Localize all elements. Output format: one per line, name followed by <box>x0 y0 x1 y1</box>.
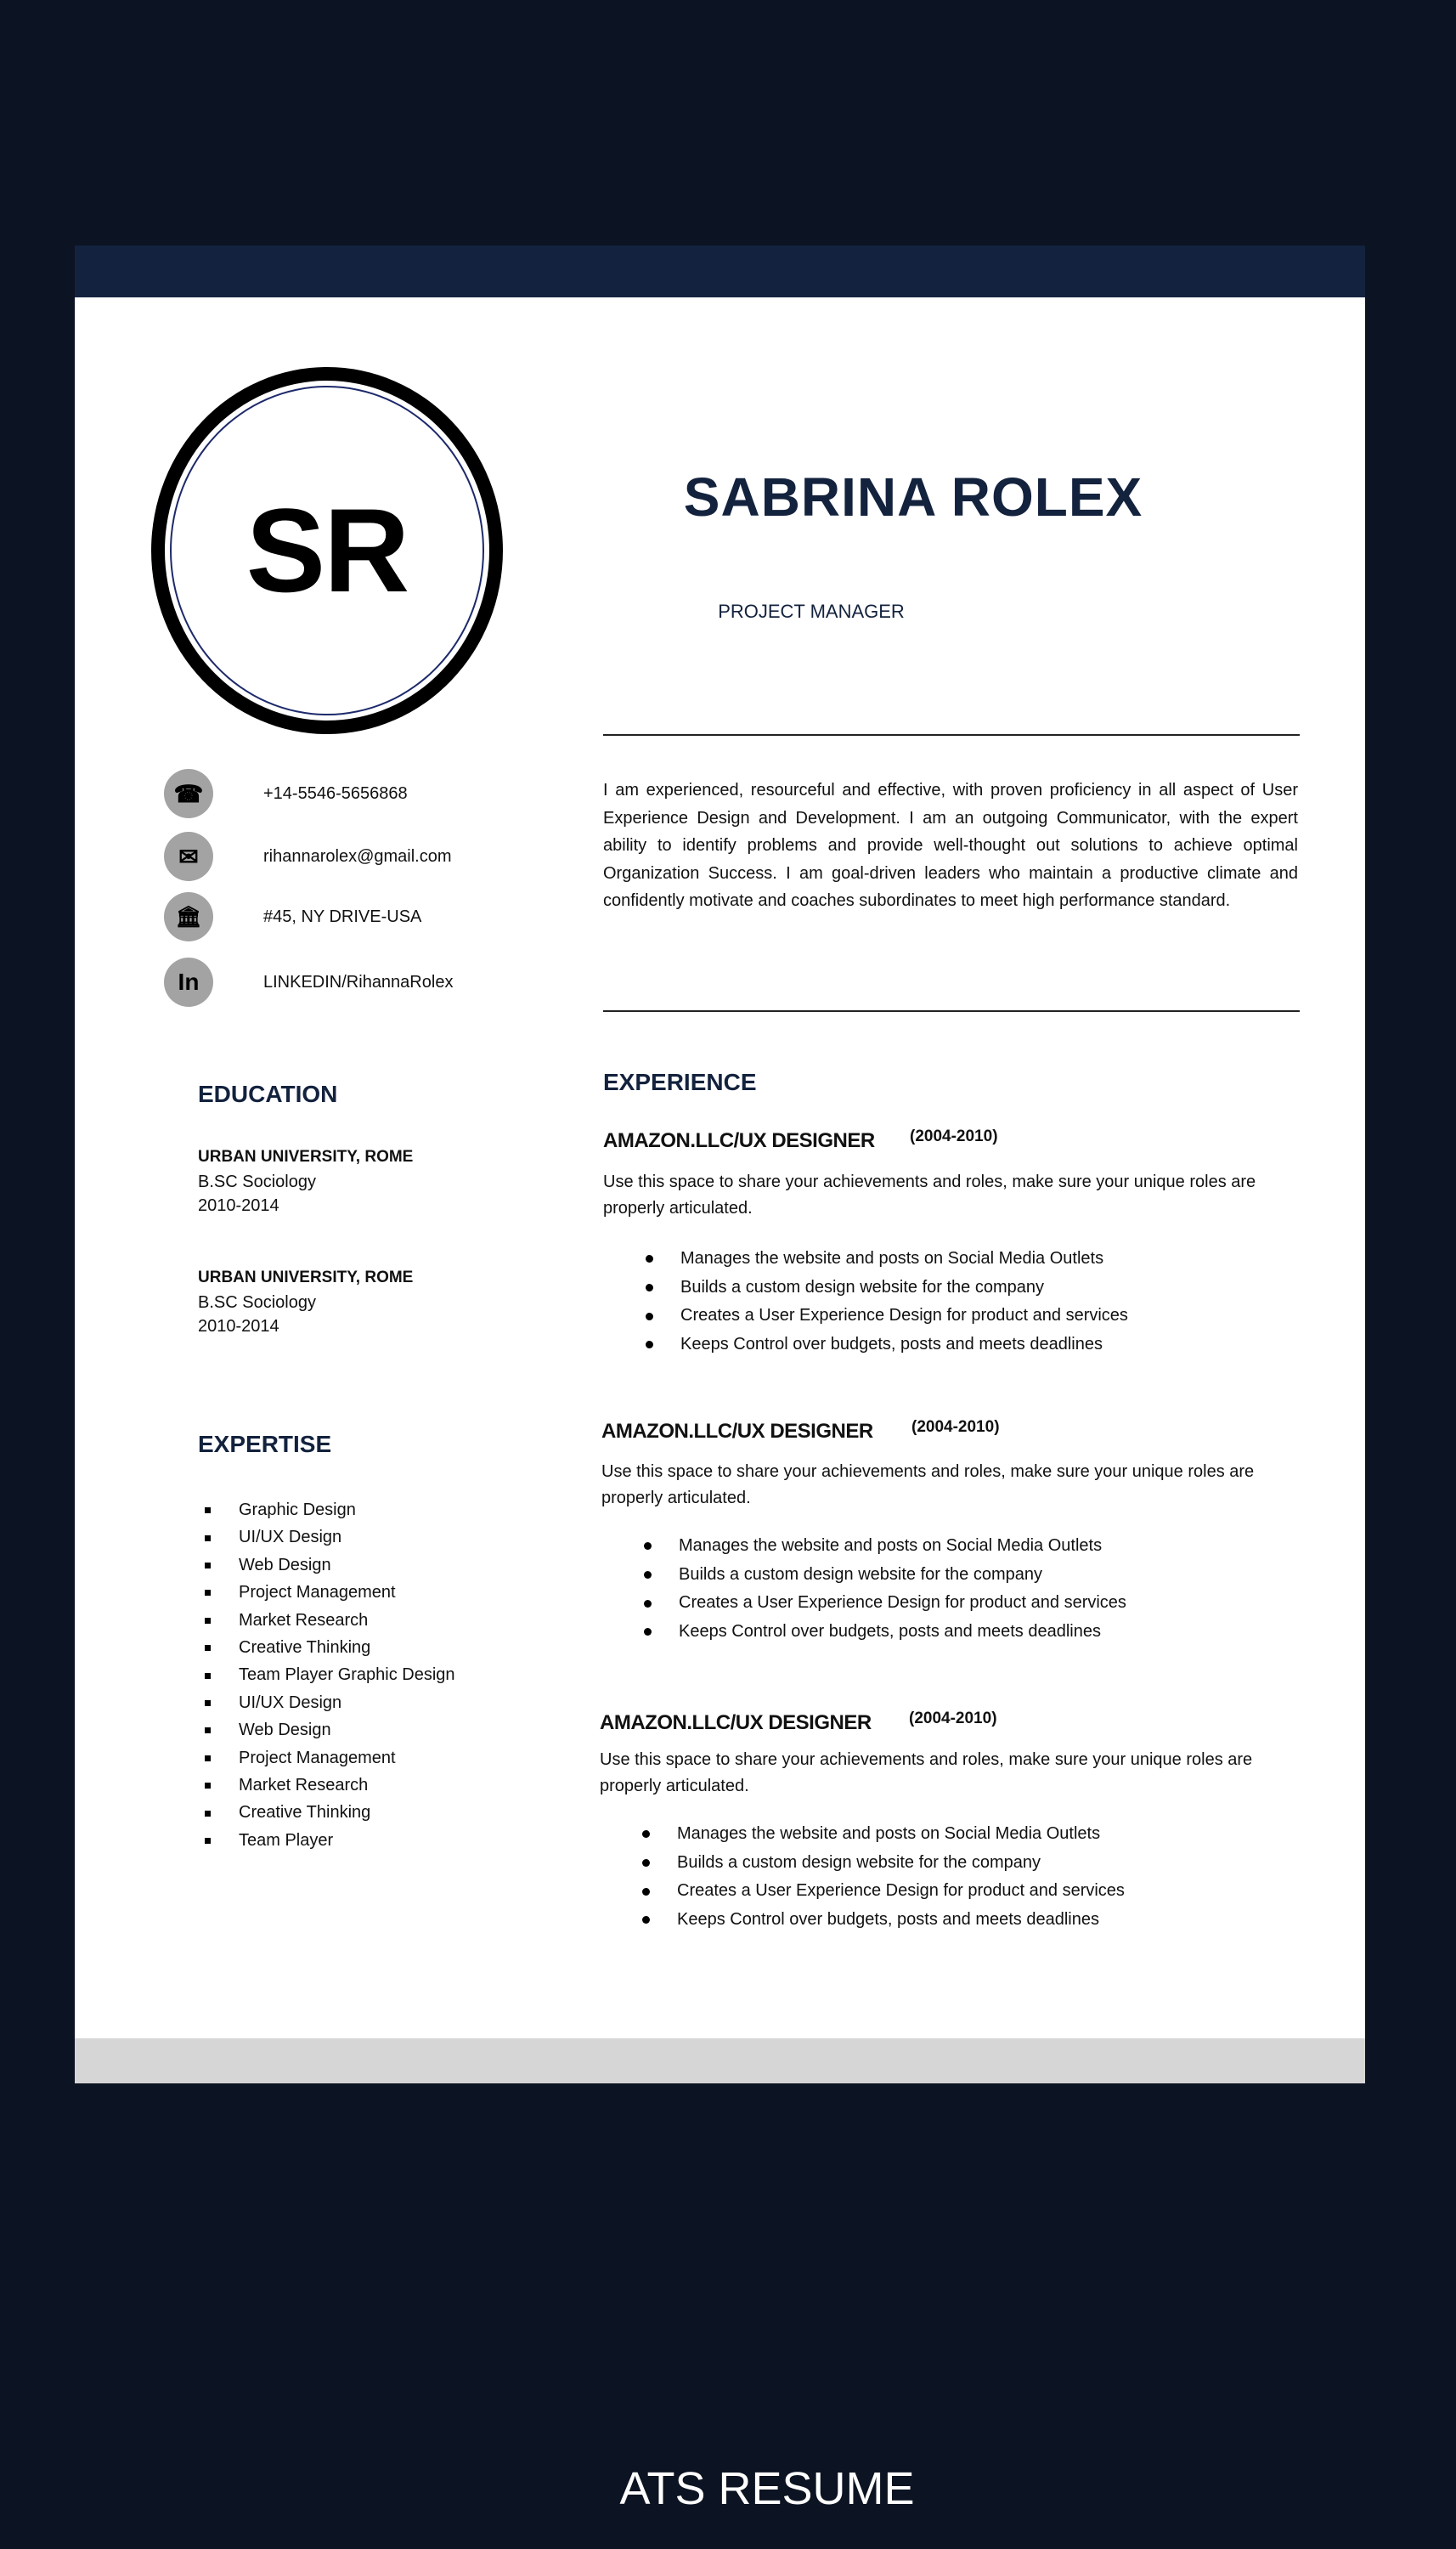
square-bullet-icon <box>205 1673 211 1679</box>
contact-phone: +14-5546-5656868 <box>263 784 408 803</box>
job-bullet-text: Manages the website and posts on Social Media Outlets <box>677 1824 1101 1843</box>
footer-band <box>75 2038 1365 2083</box>
expertise-item <box>205 1693 341 1713</box>
job-bullet-text: Keeps Control over budgets, posts and meets deadlines <box>677 1910 1099 1930</box>
edu-years: 2010-2014 <box>198 1317 279 1336</box>
bullet-icon <box>642 1888 650 1896</box>
square-bullet-icon <box>205 1838 211 1844</box>
divider <box>603 1010 1300 1012</box>
profile-summary: I am experienced, resourceful and effective, with proven proficiency in all aspect of User Experience Design and Development. I am an outgoing Communicator, with the expert ability to identify problems and provide well-thought out solutions to achieve optimal Organization Success. I am goal-driven leaders who maintain a productive climate and confidently motivate and coaches subordinates to meet high performance standard. <box>603 781 1298 910</box>
bullet-icon <box>642 1859 650 1867</box>
expertise-item <box>205 1776 368 1795</box>
edu-degree: B.SC Sociology <box>198 1292 316 1312</box>
education-heading: EDUCATION <box>198 1081 338 1107</box>
job-bullet <box>642 1853 1041 1873</box>
linkedin-icon: In <box>164 958 213 1007</box>
expertise-heading: EXPERTISE <box>198 1431 332 1457</box>
expertise-label: Creative Thinking <box>239 1638 371 1657</box>
edu-school: URBAN UNIVERSITY, ROME <box>198 1269 414 1286</box>
education-entry <box>198 1265 413 1339</box>
candidate-title: PROJECT MANAGER <box>718 601 905 622</box>
job-bullet <box>646 1335 1103 1354</box>
bullet-icon <box>646 1284 653 1291</box>
expertise-label: Team Player <box>239 1830 334 1850</box>
header-band <box>75 246 1365 297</box>
square-bullet-icon <box>205 1755 211 1761</box>
bullet-icon <box>642 1830 650 1838</box>
bullet-icon <box>644 1542 652 1550</box>
job-bullet <box>646 1249 1103 1269</box>
job-bullet <box>644 1536 1102 1556</box>
job-dates: (2004-2010) <box>911 1418 1000 1436</box>
expertise-label: Creative Thinking <box>239 1803 371 1823</box>
expertise-label: UI/UX Design <box>239 1528 342 1547</box>
job-bullet-text: Keeps Control over budgets, posts and meets deadlines <box>679 1622 1101 1642</box>
job-bullet-text: Builds a custom design website for the company <box>679 1564 1042 1584</box>
expertise-item <box>205 1611 368 1631</box>
square-bullet-icon <box>205 1535 211 1541</box>
job-description: Use this space to share your achievements and roles, make sure your unique roles are properly articulated. <box>600 1750 1253 1795</box>
job-bullet-text: Creates a User Experience Design for product and services <box>677 1881 1125 1901</box>
job-bullet <box>646 1278 1044 1297</box>
bullet-icon <box>644 1600 652 1608</box>
expertise-label: UI/UX Design <box>239 1693 342 1712</box>
expertise-label: Project Management <box>239 1583 396 1602</box>
bullet-icon <box>646 1341 653 1348</box>
job-title: AMAZON.LLC/UX DESIGNER <box>601 1420 873 1443</box>
bullet-icon <box>642 1916 650 1924</box>
job-bullet <box>642 1824 1100 1844</box>
edu-degree: B.SC Sociology <box>198 1172 316 1191</box>
job-bullet-text: Builds a custom design website for the company <box>680 1277 1044 1297</box>
edu-years: 2010-2014 <box>198 1196 279 1215</box>
job-bullet <box>644 1593 1126 1613</box>
edu-school: URBAN UNIVERSITY, ROME <box>198 1148 414 1166</box>
expertise-item <box>205 1501 356 1520</box>
bullet-icon <box>644 1628 652 1636</box>
job-bullet-text: Builds a custom design website for the company <box>677 1852 1041 1872</box>
job-bullet-text: Manages the website and posts on Social Media Outlets <box>679 1536 1103 1555</box>
square-bullet-icon <box>205 1507 211 1513</box>
expertise-label: Graphic Design <box>239 1501 356 1519</box>
job-description: Use this space to share your achievements and roles, make sure your unique roles are properly articulated. <box>601 1462 1255 1507</box>
candidate-name: SABRINA ROLEX <box>683 466 1143 528</box>
square-bullet-icon <box>205 1727 211 1733</box>
job-bullet-text: Creates a User Experience Design for product and services <box>680 1306 1128 1325</box>
job-title: AMAZON.LLC/UX DESIGNER <box>603 1129 875 1152</box>
expertise-item <box>205 1749 396 1768</box>
job-bullet <box>644 1565 1042 1585</box>
monogram-circle <box>151 367 503 734</box>
contact-email[interactable]: rihannarolex@gmail.com <box>263 847 452 866</box>
bullet-icon <box>646 1313 653 1320</box>
job-bullet <box>642 1910 1099 1930</box>
contact-address: #45, NY DRIVE-USA <box>263 907 422 926</box>
expertise-item <box>205 1831 333 1851</box>
job-bullet <box>644 1622 1101 1642</box>
expertise-label: Web Design <box>239 1721 331 1740</box>
job-bullet-text: Creates a User Experience Design for product and services <box>679 1593 1126 1613</box>
expertise-item <box>205 1721 331 1740</box>
expertise-item <box>205 1556 331 1575</box>
expertise-label: Market Research <box>239 1610 369 1630</box>
job-bullet-text: Keeps Control over budgets, posts and meets deadlines <box>680 1335 1103 1354</box>
monogram-initials: SR <box>245 483 409 617</box>
expertise-item <box>205 1638 370 1658</box>
expertise-item <box>205 1528 341 1547</box>
job-description: Use this space to share your achievements and roles, make sure your unique roles are properly articulated. <box>603 1173 1256 1218</box>
footer-label: ATS RESUME <box>619 2463 915 2514</box>
bullet-icon <box>644 1571 652 1579</box>
job-bullet <box>646 1306 1128 1325</box>
expertise-label: Market Research <box>239 1776 369 1794</box>
square-bullet-icon <box>205 1645 211 1651</box>
address-icon: 🏛 <box>164 892 213 941</box>
email-icon: ✉ <box>164 832 213 881</box>
job-dates: (2004-2010) <box>910 1128 998 1145</box>
phone-icon: ☎ <box>164 769 213 818</box>
expertise-item <box>205 1583 396 1602</box>
education-entry <box>198 1145 413 1218</box>
square-bullet-icon <box>205 1590 211 1596</box>
square-bullet-icon <box>205 1563 211 1568</box>
divider <box>603 734 1300 736</box>
square-bullet-icon <box>205 1811 211 1817</box>
job-dates: (2004-2010) <box>909 1710 997 1727</box>
experience-heading: EXPERIENCE <box>603 1069 757 1095</box>
square-bullet-icon <box>205 1700 211 1706</box>
contact-linkedin[interactable]: LINKEDIN/RihannaRolex <box>263 973 454 992</box>
job-title: AMAZON.LLC/UX DESIGNER <box>600 1711 872 1734</box>
bullet-icon <box>646 1255 653 1263</box>
square-bullet-icon <box>205 1783 211 1789</box>
expertise-item <box>205 1665 455 1685</box>
expertise-item <box>205 1803 370 1823</box>
expertise-label: Team Player Graphic Design <box>239 1665 455 1685</box>
expertise-label: Project Management <box>239 1748 396 1767</box>
job-bullet-text: Manages the website and posts on Social Media Outlets <box>680 1249 1104 1268</box>
job-bullet <box>642 1881 1125 1901</box>
square-bullet-icon <box>205 1618 211 1624</box>
expertise-label: Web Design <box>239 1555 331 1574</box>
